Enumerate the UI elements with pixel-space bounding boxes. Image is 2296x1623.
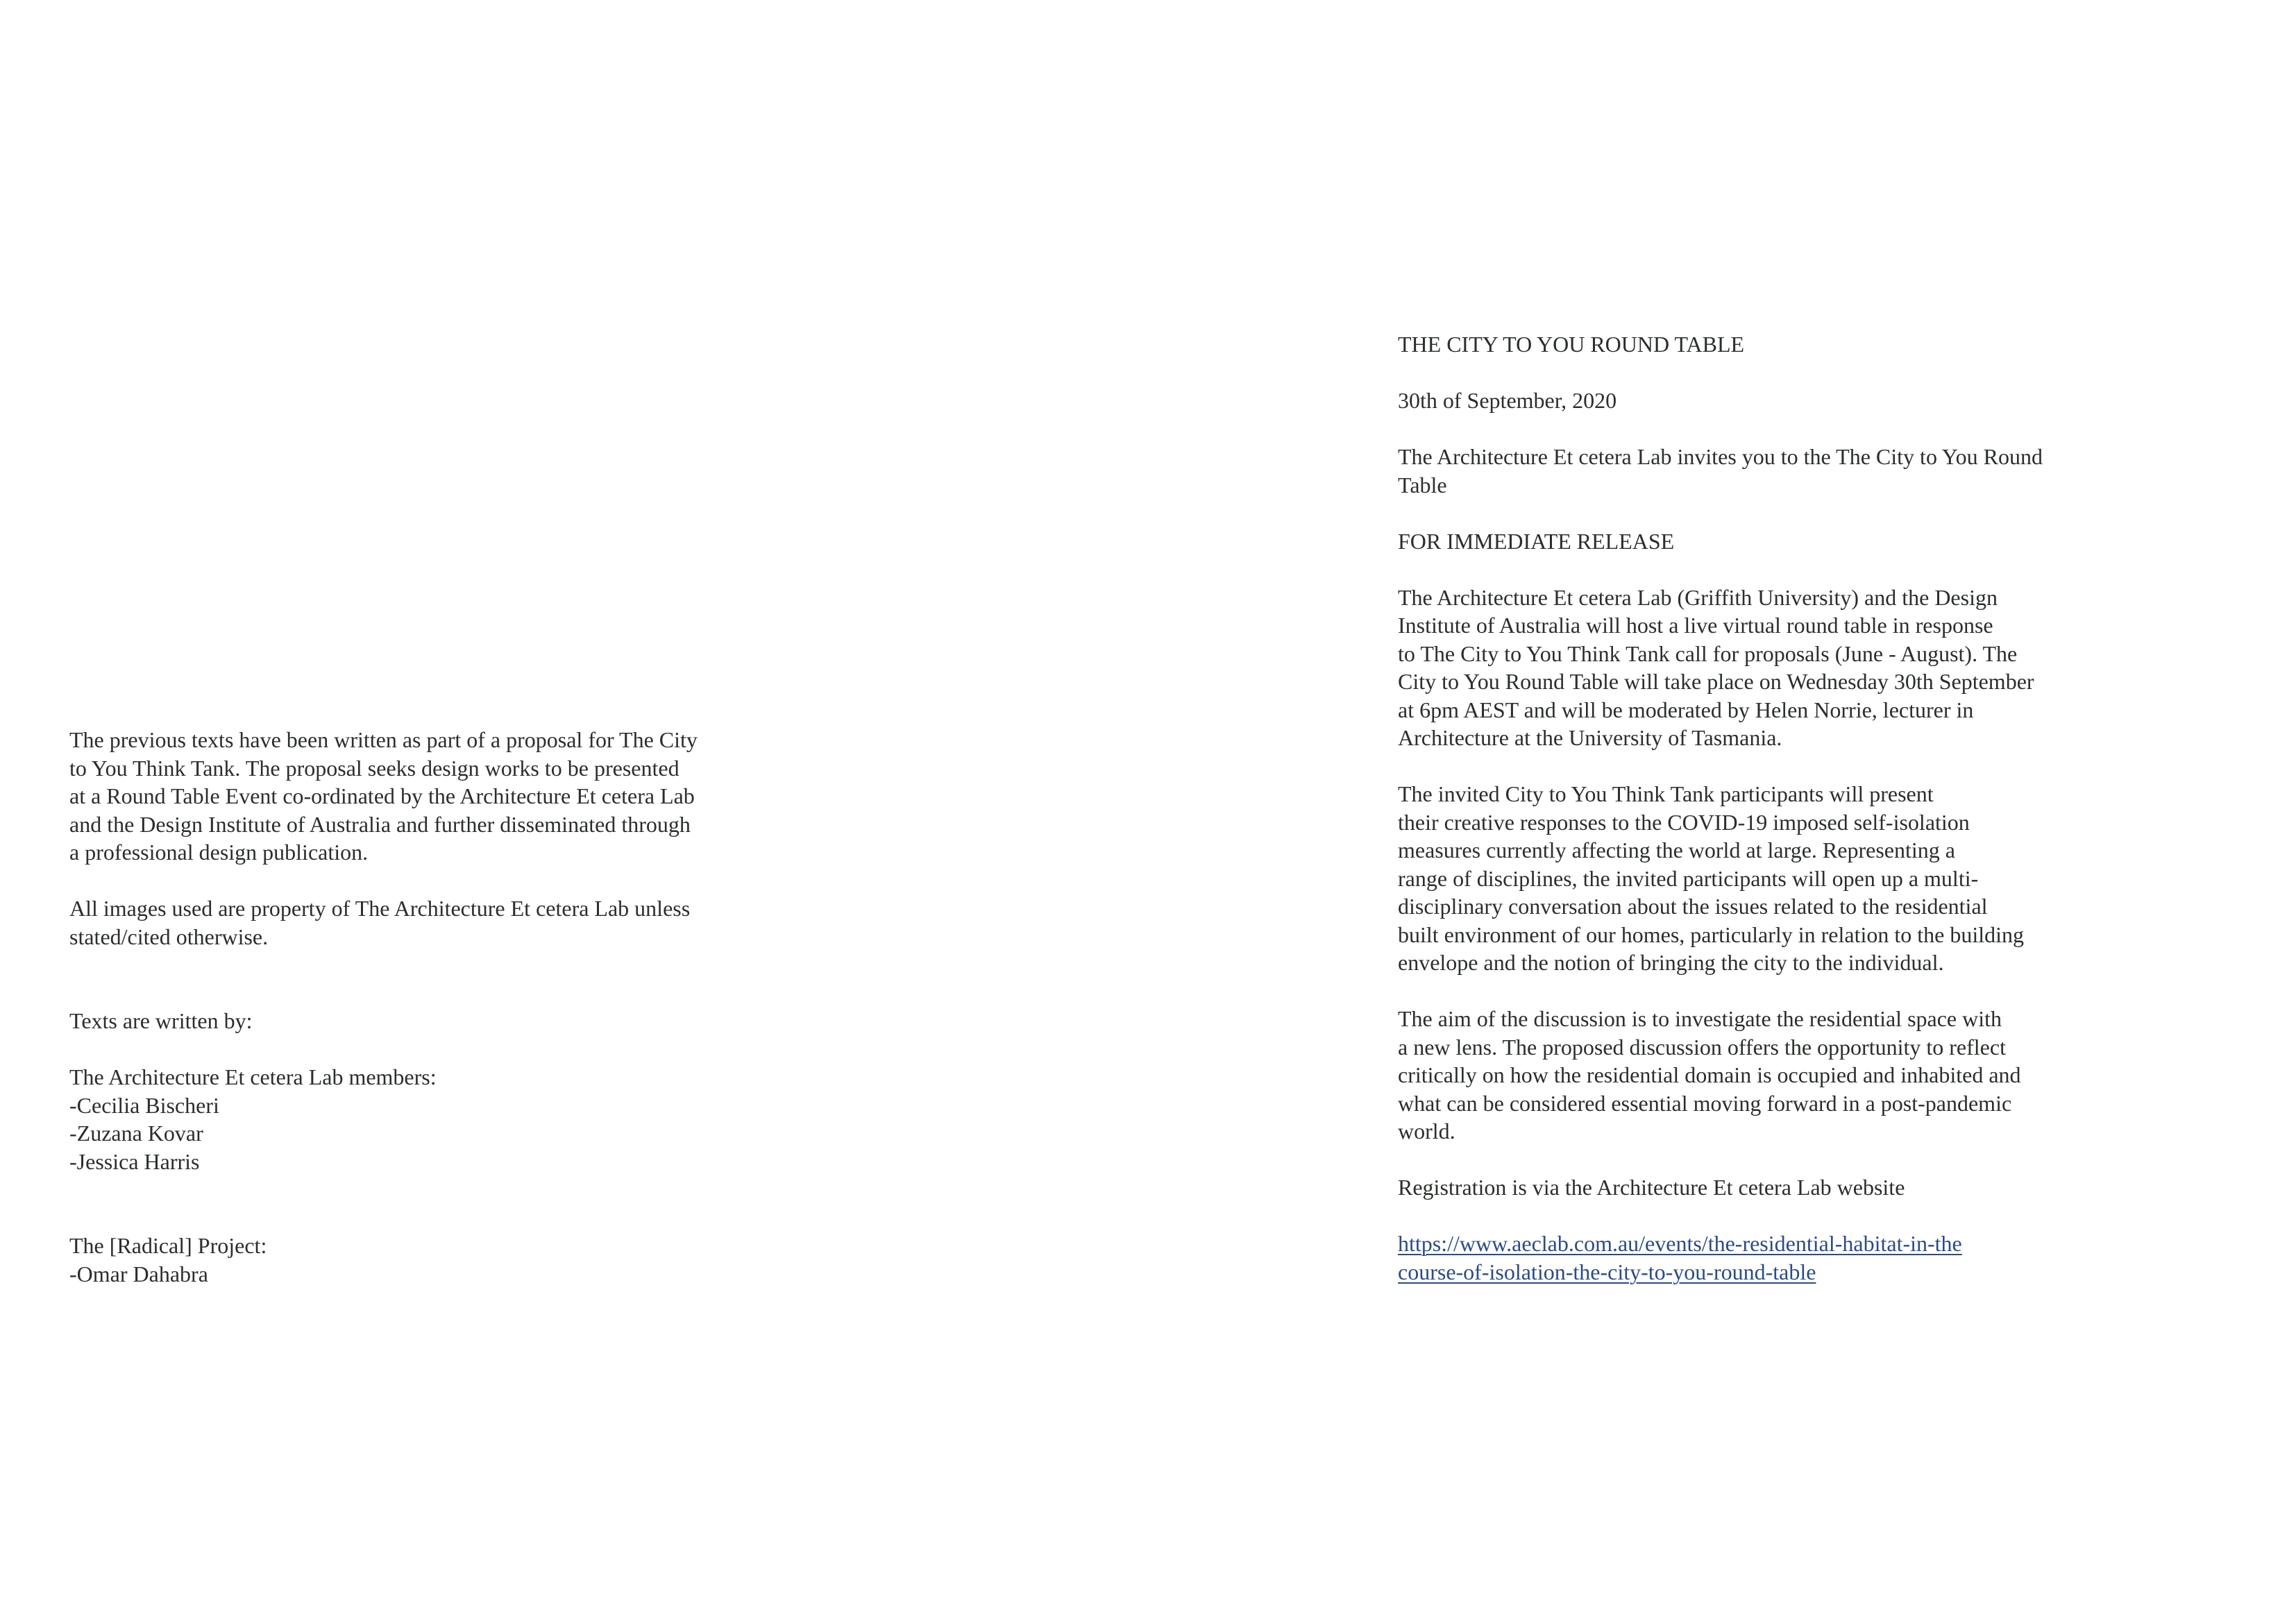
lab-member: -Cecilia Bischeri — [69, 1092, 219, 1118]
lab-member: -Zuzana Kovar — [69, 1121, 203, 1146]
invite-line: Table — [1398, 472, 1447, 498]
intro-line: to You Think Tank. The proposal seeks design works to be presented — [69, 755, 679, 781]
intro-paragraph — [69, 726, 763, 867]
images-paragraph — [69, 894, 763, 951]
aim-paragraph — [1398, 1005, 2092, 1146]
intro-line: at a Round Table Event co-ordinated by the Architecture Et cetera Lab — [69, 783, 695, 808]
spacer — [1398, 1202, 2092, 1230]
document-title: THE CITY TO YOU ROUND TABLE — [1398, 332, 1745, 357]
lab-members-heading: The Architecture Et cetera Lab members: — [69, 1064, 437, 1089]
spacer — [1398, 977, 2092, 1005]
radical-project-heading: The [Radical] Project: — [69, 1233, 267, 1258]
spacer — [1398, 555, 2092, 584]
aim-line: a new lens. The proposed discussion offers the opportunity to reflect — [1398, 1034, 2006, 1060]
registration-link[interactable] — [1398, 1230, 2092, 1286]
participants-line: disciplinary conversation about the issues related to the residential — [1398, 894, 1988, 919]
announcement-line: at 6pm AEST and will be moderated by Helen Norrie, lecturer in — [1398, 697, 1974, 722]
participants-line: their creative responses to the COVID-19 imposed self-isolation — [1398, 809, 1970, 835]
participants-line: built environment of our homes, particularly in relation to the building — [1398, 921, 2025, 947]
registration-text: Registration is via the Architecture Et cetera Lab website — [1398, 1175, 1905, 1200]
event-date: 30th of September, 2020 — [1398, 388, 1617, 413]
spacer — [69, 1175, 763, 1232]
participants-line: envelope and the notion of bringing the city to the individual. — [1398, 950, 1944, 975]
announcement-line: City to You Round Table will take place on Wednesday 30th September — [1398, 669, 2034, 694]
images-line: All images used are property of The Architecture Et cetera Lab unless — [69, 896, 691, 921]
spacer — [1398, 415, 2092, 443]
spacer — [1398, 1146, 2092, 1174]
participants-line: measures currently affecting the world at large. Representing a — [1398, 838, 1955, 863]
participants-line: range of disciplines, the invited participants will open up a multi- — [1398, 865, 1979, 891]
invite-line: The Architecture Et cetera Lab invites you to the The City to You Round — [1398, 444, 2043, 469]
aim-line: what can be considered essential moving forward in a post-pandemic — [1398, 1090, 2012, 1116]
intro-line: and the Design Institute of Australia and further disseminated through — [69, 811, 691, 837]
radical-member: -Omar Dahabra — [69, 1261, 208, 1286]
announcement-line: Institute of Australia will host a live virtual round table in response — [1398, 613, 1993, 638]
participants-paragraph — [1398, 780, 2092, 977]
spacer — [1398, 499, 2092, 527]
registration-link-line[interactable]: course-of-isolation-the-city-to-you-round-table — [1398, 1259, 1816, 1284]
spacer — [69, 951, 763, 1007]
intro-line: a professional design publication. — [69, 840, 369, 865]
aim-line: critically on how the residential domain is occupied and inhabited and — [1398, 1062, 2021, 1087]
registration-link-line[interactable]: https://www.aeclab.com.au/events/the-residential-habitat-in-the — [1398, 1231, 1962, 1256]
intro-line: The previous texts have been written as part of a proposal for The City — [69, 727, 698, 752]
announcement-line: Architecture at the University of Tasmania. — [1398, 725, 1782, 750]
invite-paragraph — [1398, 443, 2092, 499]
announcement-paragraph — [1398, 584, 2092, 752]
images-line: stated/cited otherwise. — [69, 924, 269, 949]
spacer — [1398, 752, 2092, 781]
spacer — [69, 867, 763, 895]
announcement-line: The Architecture Et cetera Lab (Griffith University) and the Design — [1398, 584, 1998, 610]
texts-by-heading: Texts are written by: — [69, 1008, 253, 1033]
right-column — [1398, 330, 2092, 1286]
spacer — [1398, 359, 2092, 387]
spacer — [69, 1035, 763, 1064]
participants-line: The invited City to You Think Tank participants will present — [1398, 781, 1934, 806]
left-column — [69, 726, 763, 1288]
announcement-line: to The City to You Think Tank call for proposals (June - August). The — [1398, 640, 2018, 666]
aim-line: world. — [1398, 1119, 1455, 1144]
lab-member: -Jessica Harris — [69, 1148, 200, 1174]
release-label: FOR IMMEDIATE RELEASE — [1398, 528, 1675, 554]
aim-line: The aim of the discussion is to investigate the residential space with — [1398, 1006, 2002, 1031]
